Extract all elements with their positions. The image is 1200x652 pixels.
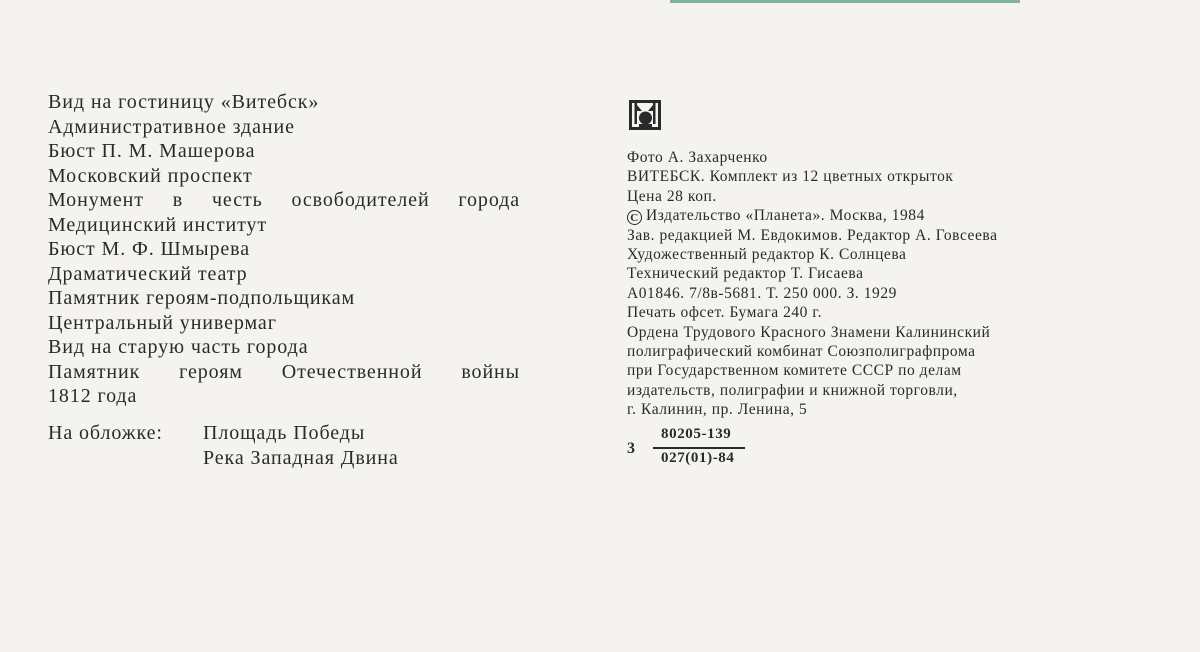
list-item: Бюст П. М. Машерова <box>48 140 256 162</box>
list-item: Драматический театр <box>48 262 248 285</box>
copyright-icon: C <box>627 210 642 225</box>
list-item: Вид на гостиницу «Витебск» <box>48 91 320 113</box>
printer-line: Ордена Трудового Красного Знамени Калининский <box>627 323 991 341</box>
cover-item: Площадь Победы <box>203 422 366 444</box>
code-letter: 3 <box>627 440 635 457</box>
cover-item: Река Западная Двина <box>203 447 399 469</box>
art-editor: Художественный редактор К. Солнцева <box>627 246 907 264</box>
list-item: Медицинский институт <box>48 213 268 236</box>
price: Цена 28 коп. <box>627 187 717 205</box>
imprint-block <box>627 148 1127 420</box>
top-edge-strip <box>670 0 1020 3</box>
publisher: Издательство «Планета». Москва, 1984 <box>646 207 925 225</box>
list-item: Вид на старую часть города <box>48 336 309 358</box>
contents-list <box>48 90 528 409</box>
publisher-line <box>627 206 1127 225</box>
printer-line: полиграфический комбинат Союзполиграфпрома <box>627 343 976 361</box>
list-item: Монумент в честь освободителей города <box>48 189 520 211</box>
list-item: Памятник героям Отечественной войны <box>48 360 520 383</box>
printer-address: г. Калинин, пр. Ленина, 5 <box>627 401 808 419</box>
list-item: 1812 года <box>48 385 138 407</box>
set-title: ВИТЕБСК. Комплект из 12 цветных открыток <box>627 168 954 186</box>
cover-caption <box>48 421 399 471</box>
order-info: А01846. 7/8в-5681. Т. 250 000. З. 1929 <box>627 284 897 302</box>
fraction-bar <box>653 447 745 449</box>
code-denominator: 027(01)-84 <box>661 450 735 466</box>
cover-label: На обложке: <box>48 422 163 444</box>
list-item: Московский проспект <box>48 164 253 187</box>
printer-line: при Государственном комитете СССР по делам <box>627 362 962 380</box>
printer-line: издательств, полиграфии и книжной торговли, <box>627 381 958 399</box>
editors: Зав. редакцией М. Евдокимов. Редактор А. Говсеева <box>627 226 998 244</box>
planeta-publisher-logo-icon <box>628 99 662 131</box>
tech-editor: Технический редактор Т. Гисаева <box>627 265 864 283</box>
code-numerator: 80205-139 <box>661 426 732 442</box>
list-item: Центральный универмаг <box>48 311 277 334</box>
list-item: Административное здание <box>48 115 295 138</box>
list-item: Памятник героям-подпольщикам <box>48 287 356 309</box>
photo-credit: Фото А. Захарченко <box>627 149 768 166</box>
print-info: Печать офсет. Бумага 240 г. <box>627 304 822 322</box>
list-item: Бюст М. Ф. Шмырева <box>48 238 251 260</box>
